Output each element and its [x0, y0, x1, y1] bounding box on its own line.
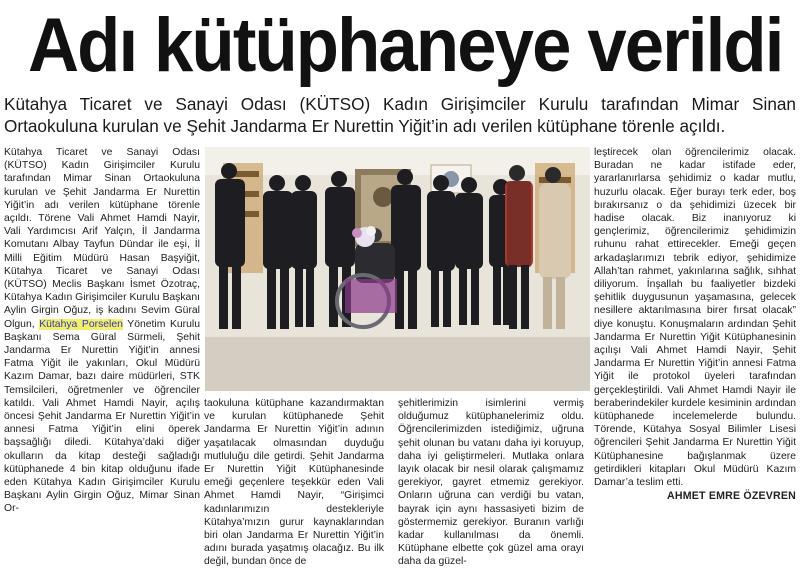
article-column-1: [4, 146, 200, 516]
ceremony-photo-illustration: [205, 147, 590, 391]
highlighted-text: Kütahya Porselen: [39, 318, 123, 330]
column-4-text: leştirecek olan öğrencilerimiz olacak. Buradan ne kadar istifade eder, yararlanırlarsa şehidimiz o kadar mutlu, huzurlu olacak. Eğer burayı terk eder, boş bırakırsanız o da şehidimizi üzecek bir hadise olacak. Biz inanıyoruz ki gençlerimiz, öğrencilerimiz şehidimizin ruhunu rahat ettirecekler. Emeği geçen arkadaşlarımızı tebrik ediyor, şehidimize Allah’tan rahmet, yakınlarına sağlık, sıhhat diliyorum. İnşallah bu faaliyetler bizdeki şehitlik duygusunun yaşamasına, gelecek nesillere aktarılmasına birer fırsat olacak” diye konuştu. Konuşmaların ardından Şehit Jandarma Er Nurettin Yiğit Kütüphanesinin açılışı Vali Ahmet Hamdi Nayir, Şehit Jandarma Er Nurettin Yiğit’in annesi Fatma Yiğit ile protokol üyeleri tarafından gerçekleştirildi. Vali Ahmet Hamdi Nayir ile beraberindekiler kurdele kesiminin ardından kütüphanede incelemelerde bulundu. Törende, Kütahya Sosyal Bilimler Lisesi öğrencileri Şehit Jandarma Er Nurettin Yiğit Kütüphanesine bağışlanmak üzere getirdikleri kitapları Okul Müdürü Kazım Damar’a teslim etti.: [594, 147, 796, 489]
ceremony-photo: [205, 147, 590, 391]
author-byline: AHMET EMRE ÖZEVREN: [667, 490, 796, 503]
headline: Adı kütüphaneye verildi: [28, 3, 783, 88]
column-1-text-end: Yönetim Kurulu Başkanı Sema Güral Sürmeli, Şehit Jandarma Er Nurettin Yiğit’in annesi Fatma Yiğit ile yakınları, Okul Müdürü Kazım Damar, bazı daire müdürleri, STK Temsilcileri, öğretmenler ve öğrenciler katıldı. Vali Ahmet Hamdi Nayir, açılış öncesi Şehit Jandarma Er Nurettin Yiğit’in annesi Fatma Yiğit’in elini öperek başsağlığı diledi. Kütahya’daki diğer okulların da kitap desteği sağladığı kütüphanede 4 bin kitap olduğunu ifade eden Kütahya Kadın Girişimciler Kurulu Başkanı Aylin Girgin Oğuz, Mimar Sinan Or-: [4, 318, 200, 515]
column-3-text: şehitlerimizin isimlerini vermiş olduğumuz kütüphanelerimiz oldu. Öğrencilerimizden istediğimiz, uğruna şehit olunan bu vatanı daha iyi koruyup, daha iyi geliştirmeleri. Mutlaka onlara layık olacak bir nesil olarak çalışmamız gerekiyor, gayret etmemiz gerekiyor. Onların uğruna can verdiği bu vatan, bayrak için aynı hassasiyeti bizim de göstermemiz gerekiyor. Buranın varlığı kadar kullanılması da önemli. Kütüphane elbette çok güzel ama orayı daha da güzel-: [398, 398, 584, 568]
column-2-text: taokuluna kütüphane kazandırmaktan ve kurulan kütüphanede Şehit Jandarma Er Nurettin Yiğit’in adının yaşatılacak olmasından duyduğu mutluluğu dile getirdi. Şehit Jandarma Er Nurettin Yiğit Kütüphanesinde emeği geçenlere teşekkür eden Vali Ahmet Hamdi Nayir, “Girişimci kadınlarımızın destekleriyle Kütahya’mızın gurur kaynaklarından biri olan Jandarma Er Nurettin Yiğit’in adını burada yaşatmış olacağız. Bu ilk değil, bundan önce de: [204, 398, 384, 568]
column-1-text-start: Kütahya Ticaret ve Sanayi Odası (KÜTSO) Kadın Girişimciler Kurulu tarafından Mimar Sinan Ortaokuluna kurulan ve Şehit Jandarma Er Nurettin Yiğit’in adı verilen kütüphane törenle açıldı. Törene Vali Ahmet Hamdi Nayir, Vali Yardımcısı Arif Yalçın, İl Jandarma Komutanı Albay Tayfun Dündar ile eşi, İl Milli Eğitim Müdürü Hasan Başyiğit, Kütahya Ticaret ve Sanayi Odası (KÜTSO) Meclis Başkanı İsmet Özotraç, Kütahya Kadın Girişimciler Kurulu Başkanı Aylin Girgin Oğuz, iş kadını Sevim Güral Olgun,: [4, 147, 200, 330]
subheadline: Kütahya Ticaret ve Sanayi Odası (KÜTSO) Kadın Girişimciler Kurulu tarafından Mimar Sinan Ortaokuluna kurulan ve Şehit Jandarma Er Nurettin Yiğit’in adı verilen kütüphane törenle açıldı.: [4, 94, 796, 136]
article-column-4: [594, 146, 796, 503]
